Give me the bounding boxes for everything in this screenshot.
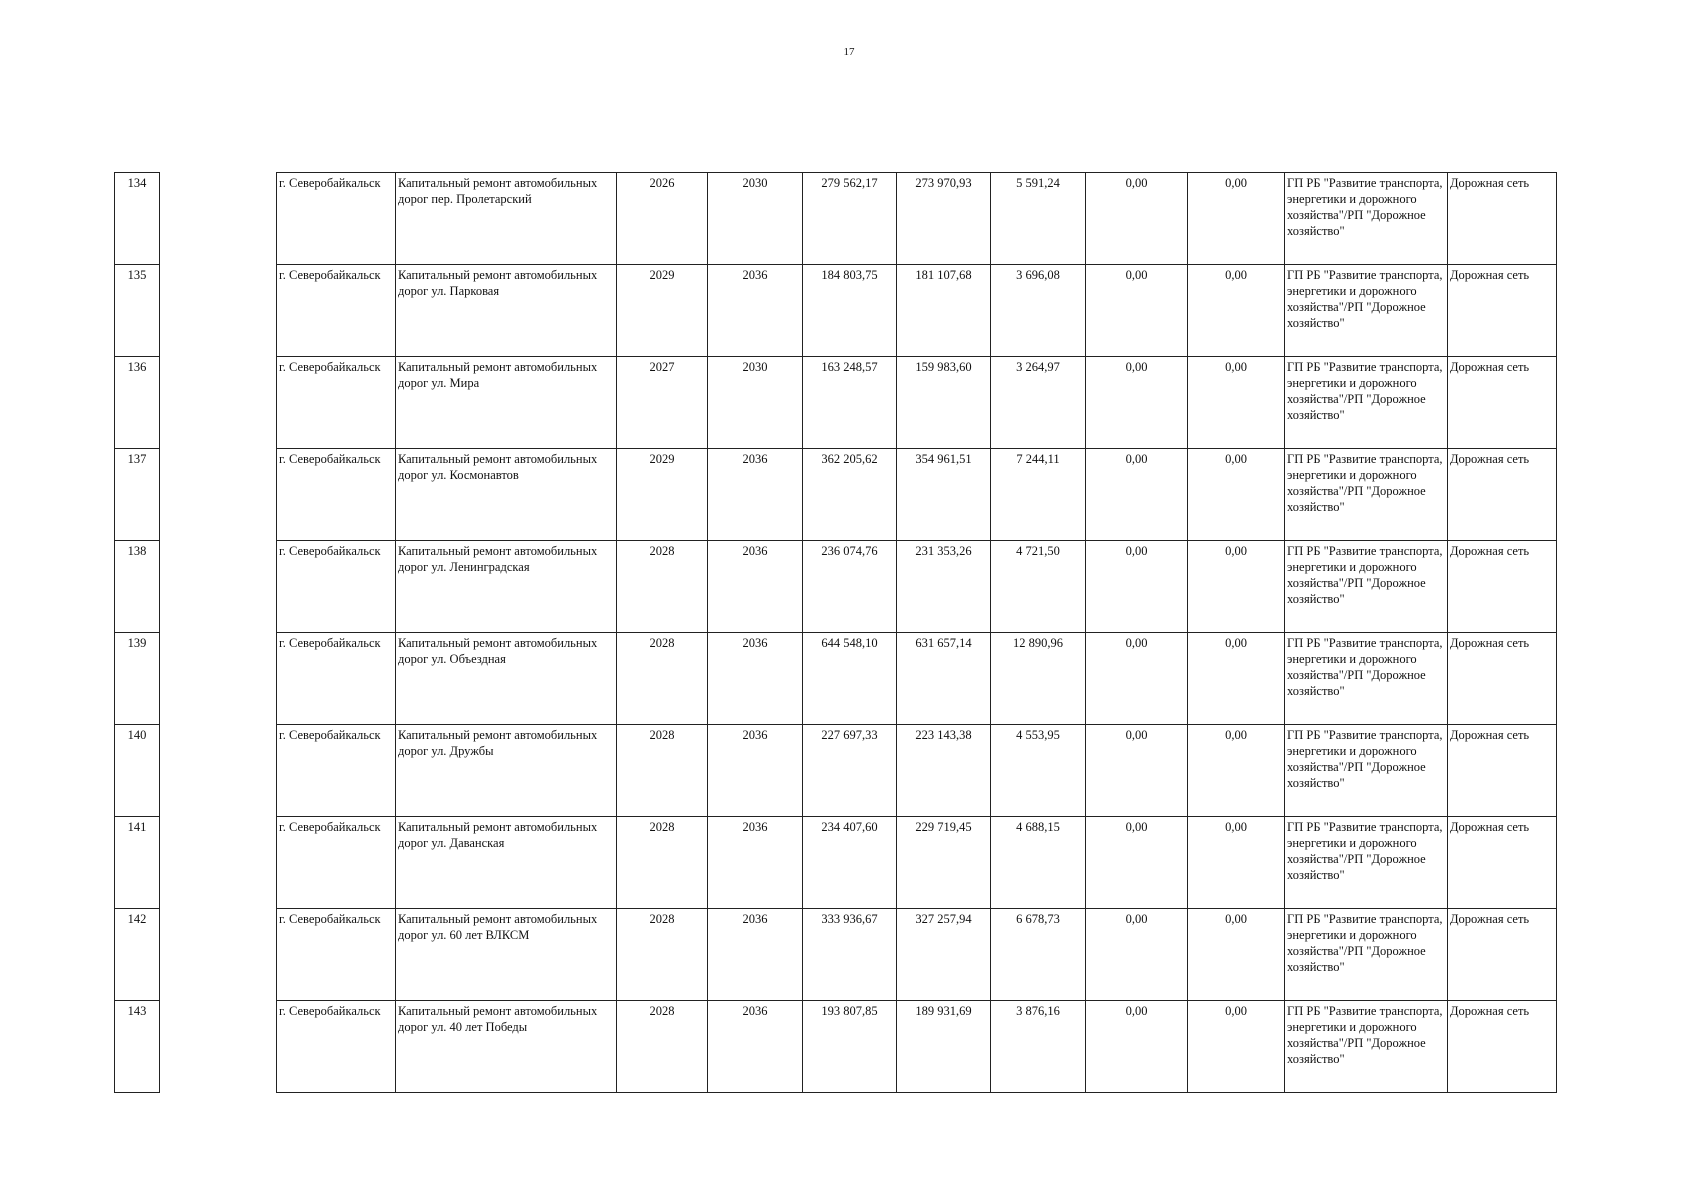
cell-value-4: 0,00 xyxy=(1188,173,1285,265)
cell-total: 362 205,62 xyxy=(803,449,897,541)
cell-city: г. Северобайкальск xyxy=(277,173,396,265)
table-row xyxy=(115,725,1557,817)
cell-value-1: 223 143,38 xyxy=(897,725,991,817)
cell-city: г. Северобайкальск xyxy=(277,725,396,817)
cell-value-2: 3 696,08 xyxy=(991,265,1086,357)
cell-value-3: 0,00 xyxy=(1086,265,1188,357)
cell-empty xyxy=(160,1001,277,1093)
cell-project-name: Капитальный ремонт автомобильных дорог ул. Объездная xyxy=(396,633,617,725)
cell-value-4: 0,00 xyxy=(1188,265,1285,357)
cell-number: 135 xyxy=(115,265,160,357)
cell-project-name: Капитальный ремонт автомобильных дорог ул. 40 лет Победы xyxy=(396,1001,617,1093)
cell-number: 143 xyxy=(115,1001,160,1093)
cell-empty xyxy=(160,909,277,1001)
cell-program: ГП РБ "Развитие транспорта, энергетики и дорожного хозяйства"/РП "Дорожное хозяйство" xyxy=(1285,449,1448,541)
cell-category: Дорожная сеть xyxy=(1448,817,1557,909)
cell-value-3: 0,00 xyxy=(1086,357,1188,449)
cell-value-3: 0,00 xyxy=(1086,173,1188,265)
cell-value-4: 0,00 xyxy=(1188,541,1285,633)
table-row xyxy=(115,909,1557,1001)
cell-empty xyxy=(160,449,277,541)
cell-value-1: 327 257,94 xyxy=(897,909,991,1001)
cell-end-year: 2036 xyxy=(708,449,803,541)
cell-program: ГП РБ "Развитие транспорта, энергетики и дорожного хозяйства"/РП "Дорожное хозяйство" xyxy=(1285,265,1448,357)
cell-program: ГП РБ "Развитие транспорта, энергетики и дорожного хозяйства"/РП "Дорожное хозяйство" xyxy=(1285,633,1448,725)
cell-city: г. Северобайкальск xyxy=(277,541,396,633)
cell-value-3: 0,00 xyxy=(1086,725,1188,817)
cell-program: ГП РБ "Развитие транспорта, энергетики и дорожного хозяйства"/РП "Дорожное хозяйство" xyxy=(1285,725,1448,817)
cell-program: ГП РБ "Развитие транспорта, энергетики и дорожного хозяйства"/РП "Дорожное хозяйство" xyxy=(1285,909,1448,1001)
cell-value-3: 0,00 xyxy=(1086,449,1188,541)
cell-empty xyxy=(160,541,277,633)
cell-value-4: 0,00 xyxy=(1188,633,1285,725)
cell-number: 137 xyxy=(115,449,160,541)
cell-number: 141 xyxy=(115,817,160,909)
cell-end-year: 2036 xyxy=(708,909,803,1001)
cell-value-1: 231 353,26 xyxy=(897,541,991,633)
cell-value-1: 229 719,45 xyxy=(897,817,991,909)
cell-program: ГП РБ "Развитие транспорта, энергетики и дорожного хозяйства"/РП "Дорожное хозяйство" xyxy=(1285,173,1448,265)
cell-value-4: 0,00 xyxy=(1188,725,1285,817)
cell-project-name: Капитальный ремонт автомобильных дорог пер. Пролетарский xyxy=(396,173,617,265)
cell-value-1: 354 961,51 xyxy=(897,449,991,541)
cell-end-year: 2036 xyxy=(708,265,803,357)
cell-value-1: 189 931,69 xyxy=(897,1001,991,1093)
cell-total: 184 803,75 xyxy=(803,265,897,357)
cell-end-year: 2036 xyxy=(708,817,803,909)
cell-project-name: Капитальный ремонт автомобильных дорог ул. Космонавтов xyxy=(396,449,617,541)
cell-start-year: 2028 xyxy=(617,1001,708,1093)
cell-category: Дорожная сеть xyxy=(1448,725,1557,817)
cell-category: Дорожная сеть xyxy=(1448,265,1557,357)
cell-project-name: Капитальный ремонт автомобильных дорог ул. 60 лет ВЛКСМ xyxy=(396,909,617,1001)
cell-end-year: 2036 xyxy=(708,541,803,633)
cell-program: ГП РБ "Развитие транспорта, энергетики и дорожного хозяйства"/РП "Дорожное хозяйство" xyxy=(1285,541,1448,633)
cell-total: 163 248,57 xyxy=(803,357,897,449)
cell-value-1: 159 983,60 xyxy=(897,357,991,449)
cell-category: Дорожная сеть xyxy=(1448,449,1557,541)
cell-number: 138 xyxy=(115,541,160,633)
cell-value-3: 0,00 xyxy=(1086,817,1188,909)
cell-number: 140 xyxy=(115,725,160,817)
table-row xyxy=(115,265,1557,357)
cell-end-year: 2030 xyxy=(708,173,803,265)
cell-total: 236 074,76 xyxy=(803,541,897,633)
cell-start-year: 2029 xyxy=(617,265,708,357)
cell-empty xyxy=(160,357,277,449)
cell-total: 279 562,17 xyxy=(803,173,897,265)
cell-category: Дорожная сеть xyxy=(1448,541,1557,633)
cell-start-year: 2028 xyxy=(617,909,708,1001)
cell-end-year: 2036 xyxy=(708,633,803,725)
cell-city: г. Северобайкальск xyxy=(277,817,396,909)
cell-value-1: 181 107,68 xyxy=(897,265,991,357)
cell-city: г. Северобайкальск xyxy=(277,909,396,1001)
cell-value-1: 273 970,93 xyxy=(897,173,991,265)
cell-value-2: 6 678,73 xyxy=(991,909,1086,1001)
cell-empty xyxy=(160,173,277,265)
cell-value-1: 631 657,14 xyxy=(897,633,991,725)
cell-start-year: 2028 xyxy=(617,541,708,633)
cell-value-4: 0,00 xyxy=(1188,817,1285,909)
table-row xyxy=(115,817,1557,909)
cell-category: Дорожная сеть xyxy=(1448,633,1557,725)
cell-value-2: 5 591,24 xyxy=(991,173,1086,265)
table-row xyxy=(115,449,1557,541)
cell-number: 139 xyxy=(115,633,160,725)
cell-end-year: 2030 xyxy=(708,357,803,449)
cell-city: г. Северобайкальск xyxy=(277,265,396,357)
table-row xyxy=(115,633,1557,725)
cell-total: 193 807,85 xyxy=(803,1001,897,1093)
page-number: 17 xyxy=(843,46,855,58)
cell-category: Дорожная сеть xyxy=(1448,909,1557,1001)
cell-end-year: 2036 xyxy=(708,725,803,817)
cell-number: 136 xyxy=(115,357,160,449)
cell-category: Дорожная сеть xyxy=(1448,1001,1557,1093)
cell-value-4: 0,00 xyxy=(1188,357,1285,449)
cell-city: г. Северобайкальск xyxy=(277,449,396,541)
cell-empty xyxy=(160,265,277,357)
cell-value-3: 0,00 xyxy=(1086,541,1188,633)
cell-value-2: 7 244,11 xyxy=(991,449,1086,541)
table-row xyxy=(115,173,1557,265)
table-row xyxy=(115,1001,1557,1093)
cell-empty xyxy=(160,725,277,817)
cell-value-2: 4 688,15 xyxy=(991,817,1086,909)
cell-project-name: Капитальный ремонт автомобильных дорог ул. Мира xyxy=(396,357,617,449)
cell-value-3: 0,00 xyxy=(1086,1001,1188,1093)
cell-category: Дорожная сеть xyxy=(1448,173,1557,265)
cell-value-3: 0,00 xyxy=(1086,633,1188,725)
cell-city: г. Северобайкальск xyxy=(277,633,396,725)
cell-city: г. Северобайкальск xyxy=(277,1001,396,1093)
cell-number: 142 xyxy=(115,909,160,1001)
cell-empty xyxy=(160,633,277,725)
cell-program: ГП РБ "Развитие транспорта, энергетики и дорожного хозяйства"/РП "Дорожное хозяйство" xyxy=(1285,357,1448,449)
cell-start-year: 2028 xyxy=(617,633,708,725)
cell-city: г. Северобайкальск xyxy=(277,357,396,449)
cell-value-2: 3 876,16 xyxy=(991,1001,1086,1093)
cell-project-name: Капитальный ремонт автомобильных дорог ул. Дружбы xyxy=(396,725,617,817)
cell-project-name: Капитальный ремонт автомобильных дорог ул. Ленинградская xyxy=(396,541,617,633)
projects-table xyxy=(114,172,1557,1093)
cell-project-name: Капитальный ремонт автомобильных дорог ул. Даванская xyxy=(396,817,617,909)
cell-value-2: 4 553,95 xyxy=(991,725,1086,817)
cell-category: Дорожная сеть xyxy=(1448,357,1557,449)
cell-program: ГП РБ "Развитие транспорта, энергетики и дорожного хозяйства"/РП "Дорожное хозяйство" xyxy=(1285,817,1448,909)
cell-total: 227 697,33 xyxy=(803,725,897,817)
cell-project-name: Капитальный ремонт автомобильных дорог ул. Парковая xyxy=(396,265,617,357)
cell-end-year: 2036 xyxy=(708,1001,803,1093)
cell-program: ГП РБ "Развитие транспорта, энергетики и дорожного хозяйства"/РП "Дорожное хозяйство" xyxy=(1285,1001,1448,1093)
table-row xyxy=(115,541,1557,633)
cell-value-2: 3 264,97 xyxy=(991,357,1086,449)
cell-value-4: 0,00 xyxy=(1188,1001,1285,1093)
cell-total: 644 548,10 xyxy=(803,633,897,725)
cell-start-year: 2026 xyxy=(617,173,708,265)
cell-empty xyxy=(160,817,277,909)
cell-value-2: 4 721,50 xyxy=(991,541,1086,633)
table-body xyxy=(115,173,1557,1093)
cell-start-year: 2028 xyxy=(617,725,708,817)
cell-start-year: 2029 xyxy=(617,449,708,541)
cell-value-4: 0,00 xyxy=(1188,909,1285,1001)
cell-value-3: 0,00 xyxy=(1086,909,1188,1001)
cell-value-2: 12 890,96 xyxy=(991,633,1086,725)
cell-number: 134 xyxy=(115,173,160,265)
cell-start-year: 2028 xyxy=(617,817,708,909)
cell-total: 333 936,67 xyxy=(803,909,897,1001)
cell-total: 234 407,60 xyxy=(803,817,897,909)
cell-value-4: 0,00 xyxy=(1188,449,1285,541)
table-row xyxy=(115,357,1557,449)
cell-start-year: 2027 xyxy=(617,357,708,449)
